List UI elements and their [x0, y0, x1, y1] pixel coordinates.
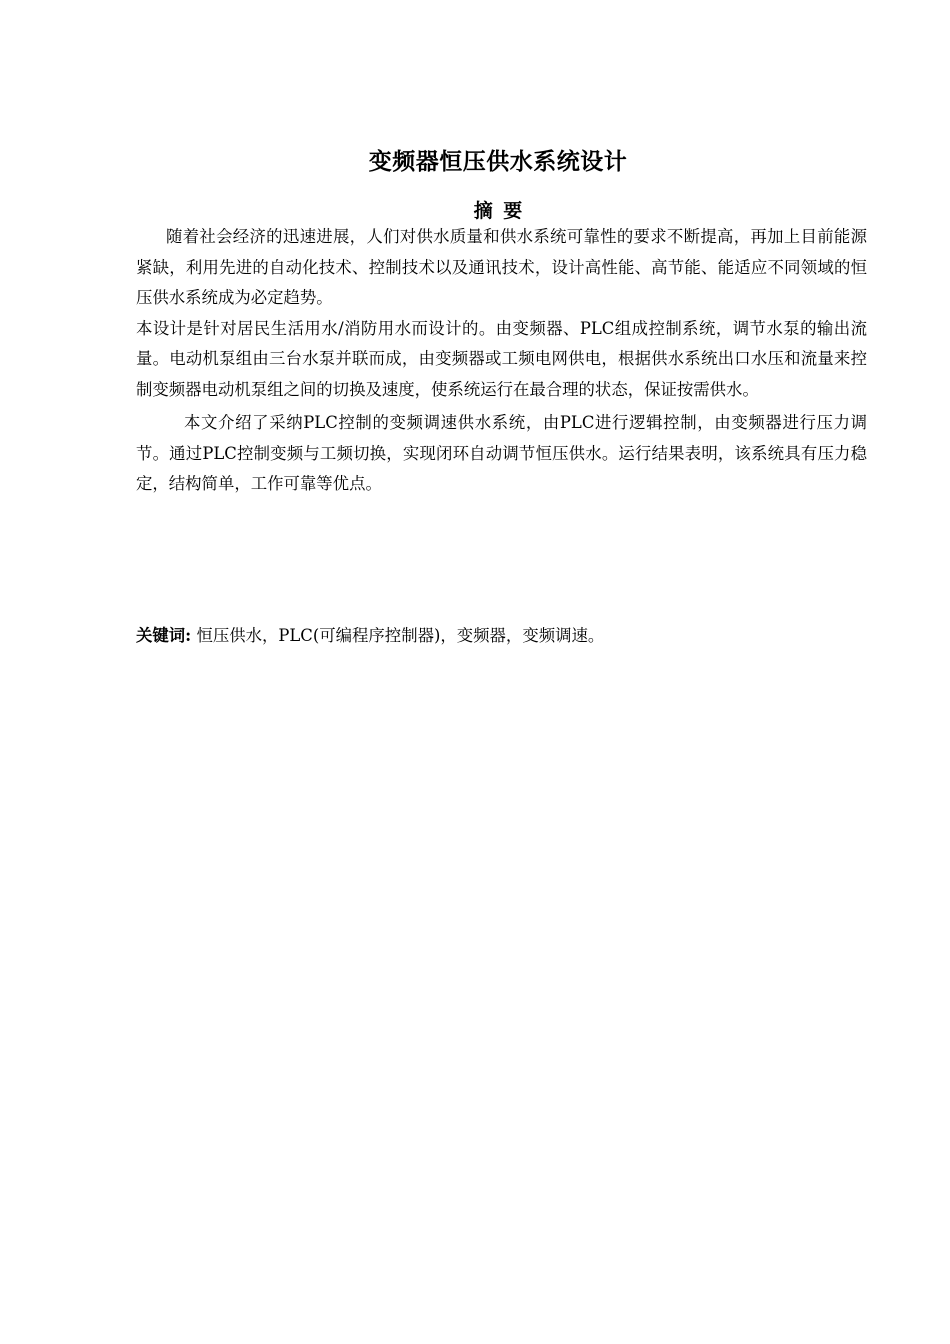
keywords-line — [136, 621, 867, 651]
keywords-text: 恒压供水，PLC(可编程序控制器)，变频器，变频调速。 — [191, 626, 605, 645]
abstract-body — [136, 222, 867, 500]
abstract-paragraph: 本文介绍了采纳PLC控制的变频调速供水系统，由PLC进行逻辑控制，由变频器进行压力调节。通过PLC控制变频与工频切换，实现闭环自动调节恒压供水。运行结果表明，该系统具有压力稳定，结构简单，工作可靠等优点。 — [136, 413, 867, 493]
keywords-label: 关键词: — [136, 626, 192, 645]
abstract-heading: 摘 要 — [473, 200, 523, 222]
abstract-paragraph: 随着社会经济的迅速进展，人们对供水质量和供水系统可靠性的要求不断提高，再加上目前能源紧缺，利用先进的自动化技术、控制技术以及通讯技术，设计高性能、高节能、能适应不同领域的恒压供水系统成为必定趋势。 — [136, 227, 867, 307]
document-title: 变频器恒压供水系统设计 — [368, 149, 628, 175]
abstract-paragraph: 本设计是针对居民生活用水/消防用水而设计的。由变频器、PLC组成控制系统，调节水泵的输出流量。电动机泵组由三台水泵并联而成，由变频器或工频电网供电，根据供水系统出口水压和流量来控制变频器电动机泵组之间的切换及速度，使系统运行在最合理的状态，保证按需供水。 — [136, 318, 867, 399]
